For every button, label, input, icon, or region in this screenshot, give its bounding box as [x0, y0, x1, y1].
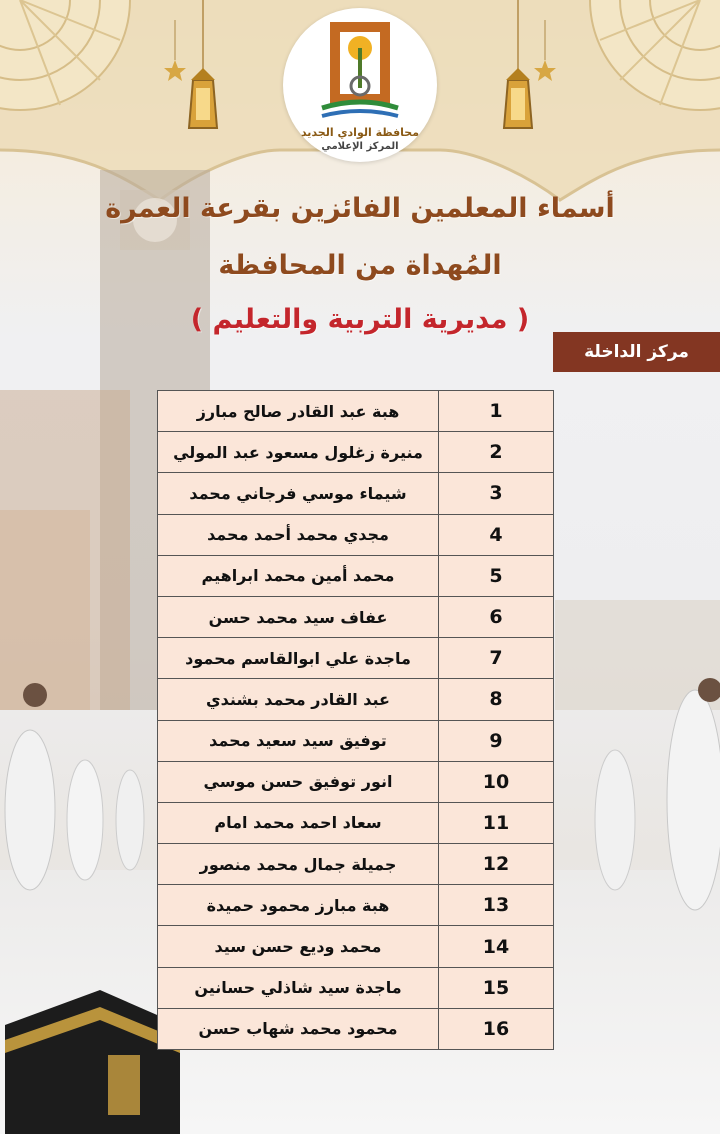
table-row	[158, 638, 554, 679]
table-row	[158, 720, 554, 761]
center-label: مركز الداخلة	[553, 332, 720, 372]
pilgrims-photo	[0, 680, 160, 910]
table-row	[158, 473, 554, 514]
row-number: 12	[439, 844, 554, 885]
table-row	[158, 1008, 554, 1049]
table-row	[158, 844, 554, 885]
teacher-name: محمود محمد شهاب حسن	[158, 1008, 439, 1049]
star-icon	[530, 20, 560, 90]
teacher-name: عفاف سيد محمد حسن	[158, 596, 439, 637]
row-number: 6	[439, 596, 554, 637]
row-number: 2	[439, 432, 554, 473]
row-number: 9	[439, 720, 554, 761]
table-row	[158, 555, 554, 596]
table-row	[158, 432, 554, 473]
teacher-name: مجدي محمد أحمد محمد	[158, 514, 439, 555]
winners-table	[157, 390, 554, 1050]
teacher-name: ماجدة سيد شاذلي حسانين	[158, 967, 439, 1008]
logo-name: محافظة الوادي الجديد	[300, 126, 420, 139]
teacher-name: توفيق سيد سعيد محمد	[158, 720, 439, 761]
row-number: 7	[439, 638, 554, 679]
ornament-left-decoration	[0, 0, 160, 150]
star-icon	[160, 20, 190, 90]
row-number: 8	[439, 679, 554, 720]
row-number: 3	[439, 473, 554, 514]
kaaba-photo	[0, 985, 180, 1134]
title-line-3: ( مديرية التربية والتعليم )	[190, 304, 530, 335]
table-row	[158, 802, 554, 843]
teacher-name: هبة مبارز محمود حميدة	[158, 885, 439, 926]
teacher-name: شيماء موسي فرجاني محمد	[158, 473, 439, 514]
row-number: 14	[439, 926, 554, 967]
row-number: 5	[439, 555, 554, 596]
winners-table-body	[158, 391, 554, 1050]
governorate-logo-icon	[312, 16, 408, 126]
row-number: 11	[439, 802, 554, 843]
row-number: 13	[439, 885, 554, 926]
table-row	[158, 761, 554, 802]
table-row	[158, 967, 554, 1008]
table-row	[158, 926, 554, 967]
teacher-name: جميلة جمال محمد منصور	[158, 844, 439, 885]
logo-subtitle: المركز الإعلامي	[321, 141, 399, 152]
row-number: 16	[439, 1008, 554, 1049]
teacher-name: سعاد احمد محمد امام	[158, 802, 439, 843]
pilgrims-photo	[555, 600, 720, 930]
table-row	[158, 514, 554, 555]
teacher-name: انور توفيق حسن موسي	[158, 761, 439, 802]
table-row	[158, 679, 554, 720]
title-line-1: أسماء المعلمين الفائزين بقرعة العمرة	[105, 193, 615, 224]
teacher-name: ماجدة علي ابوالقاسم محمود	[158, 638, 439, 679]
teacher-name: محمد وديع حسن سيد	[158, 926, 439, 967]
table-row	[158, 391, 554, 432]
teacher-name: هبة عبد القادر صالح مبارز	[158, 391, 439, 432]
row-number: 15	[439, 967, 554, 1008]
teacher-name: منيرة زغلول مسعود عبد المولي	[158, 432, 439, 473]
ornament-right-decoration	[560, 0, 720, 150]
title-line-2: المُهداة من المحافظة	[218, 250, 502, 281]
row-number: 4	[439, 514, 554, 555]
teacher-name: عبد القادر محمد بشندي	[158, 679, 439, 720]
teacher-name: محمد أمين محمد ابراهيم	[158, 555, 439, 596]
table-row	[158, 596, 554, 637]
row-number: 1	[439, 391, 554, 432]
table-row	[158, 885, 554, 926]
row-number: 10	[439, 761, 554, 802]
